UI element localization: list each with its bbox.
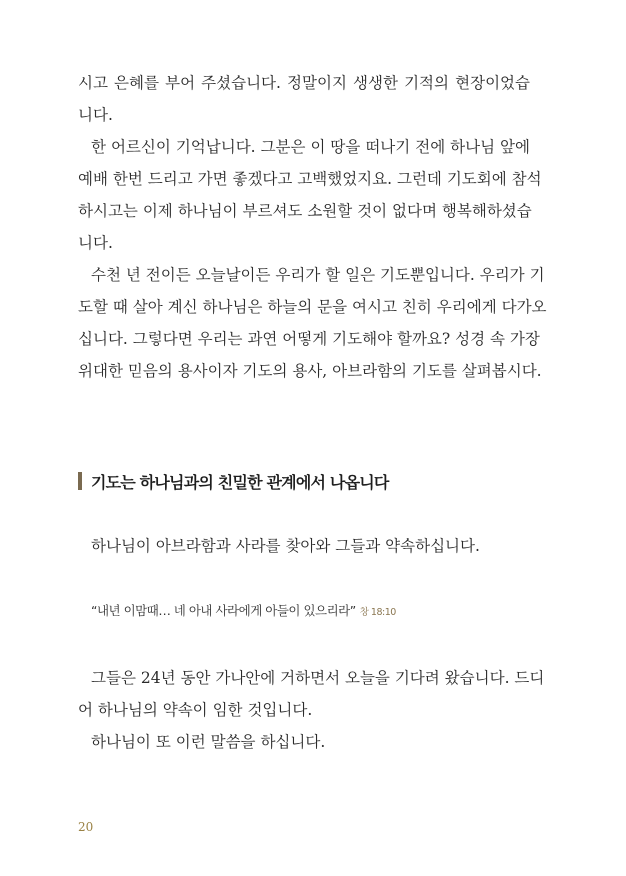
body-line: 수천 년 전이든 오늘날이든 우리가 할 일은 기도뿐입니다. 우리가 기 <box>91 266 545 284</box>
body-line: 하나님이 또 이런 말씀을 하십니다. <box>91 733 326 751</box>
body-line: 예배 한번 드리고 가면 좋겠다고 고백했었지요. 그런데 기도회에 참석 <box>78 170 542 188</box>
body-line: 도할 때 살아 계신 하나님은 하늘의 문을 여시고 친히 우리에게 다가오 <box>78 298 547 316</box>
body-line: 시고 은혜를 부어 주셨습니다. 정말이지 생생한 기적의 현장이었습 <box>78 74 530 92</box>
body-line: 십니다. 그렇다면 우리는 과연 어떻게 기도해야 할까요? 성경 속 가장 <box>78 330 540 348</box>
body-line: 그들은 24년 동안 가나안에 거하면서 오늘을 기다려 왔습니다. 드디 <box>91 669 545 687</box>
body-line: 위대한 믿음의 용사이자 기도의 용사, 아브라함의 기도를 살펴봅시다. <box>78 362 542 380</box>
quote-text: “내년 이맘때… 네 아내 사라에게 아들이 있으리라” <box>91 603 356 618</box>
page-number: 20 <box>78 820 94 834</box>
heading-bar-marker <box>78 472 82 490</box>
section-intro: 하나님이 아브라함과 사라를 찾아와 그들과 약속하십니다. <box>91 537 480 555</box>
scripture-quote <box>91 601 396 619</box>
body-line: 하시고는 이제 하나님이 부르셔도 소원할 것이 없다며 행복해하셨습 <box>78 202 532 220</box>
section-heading <box>78 470 389 492</box>
body-line: 니다. <box>78 106 113 124</box>
quote-reference: 창 18:10 <box>359 607 396 618</box>
body-line: 어 하나님의 약속이 임한 것입니다. <box>78 701 313 719</box>
body-line: 니다. <box>78 234 113 252</box>
body-line: 한 어르신이 기억납니다. 그분은 이 땅을 떠나기 전에 하나님 앞에 <box>91 138 530 156</box>
section-heading-text: 기도는 하나님과의 친밀한 관계에서 나옵니다 <box>91 472 389 492</box>
